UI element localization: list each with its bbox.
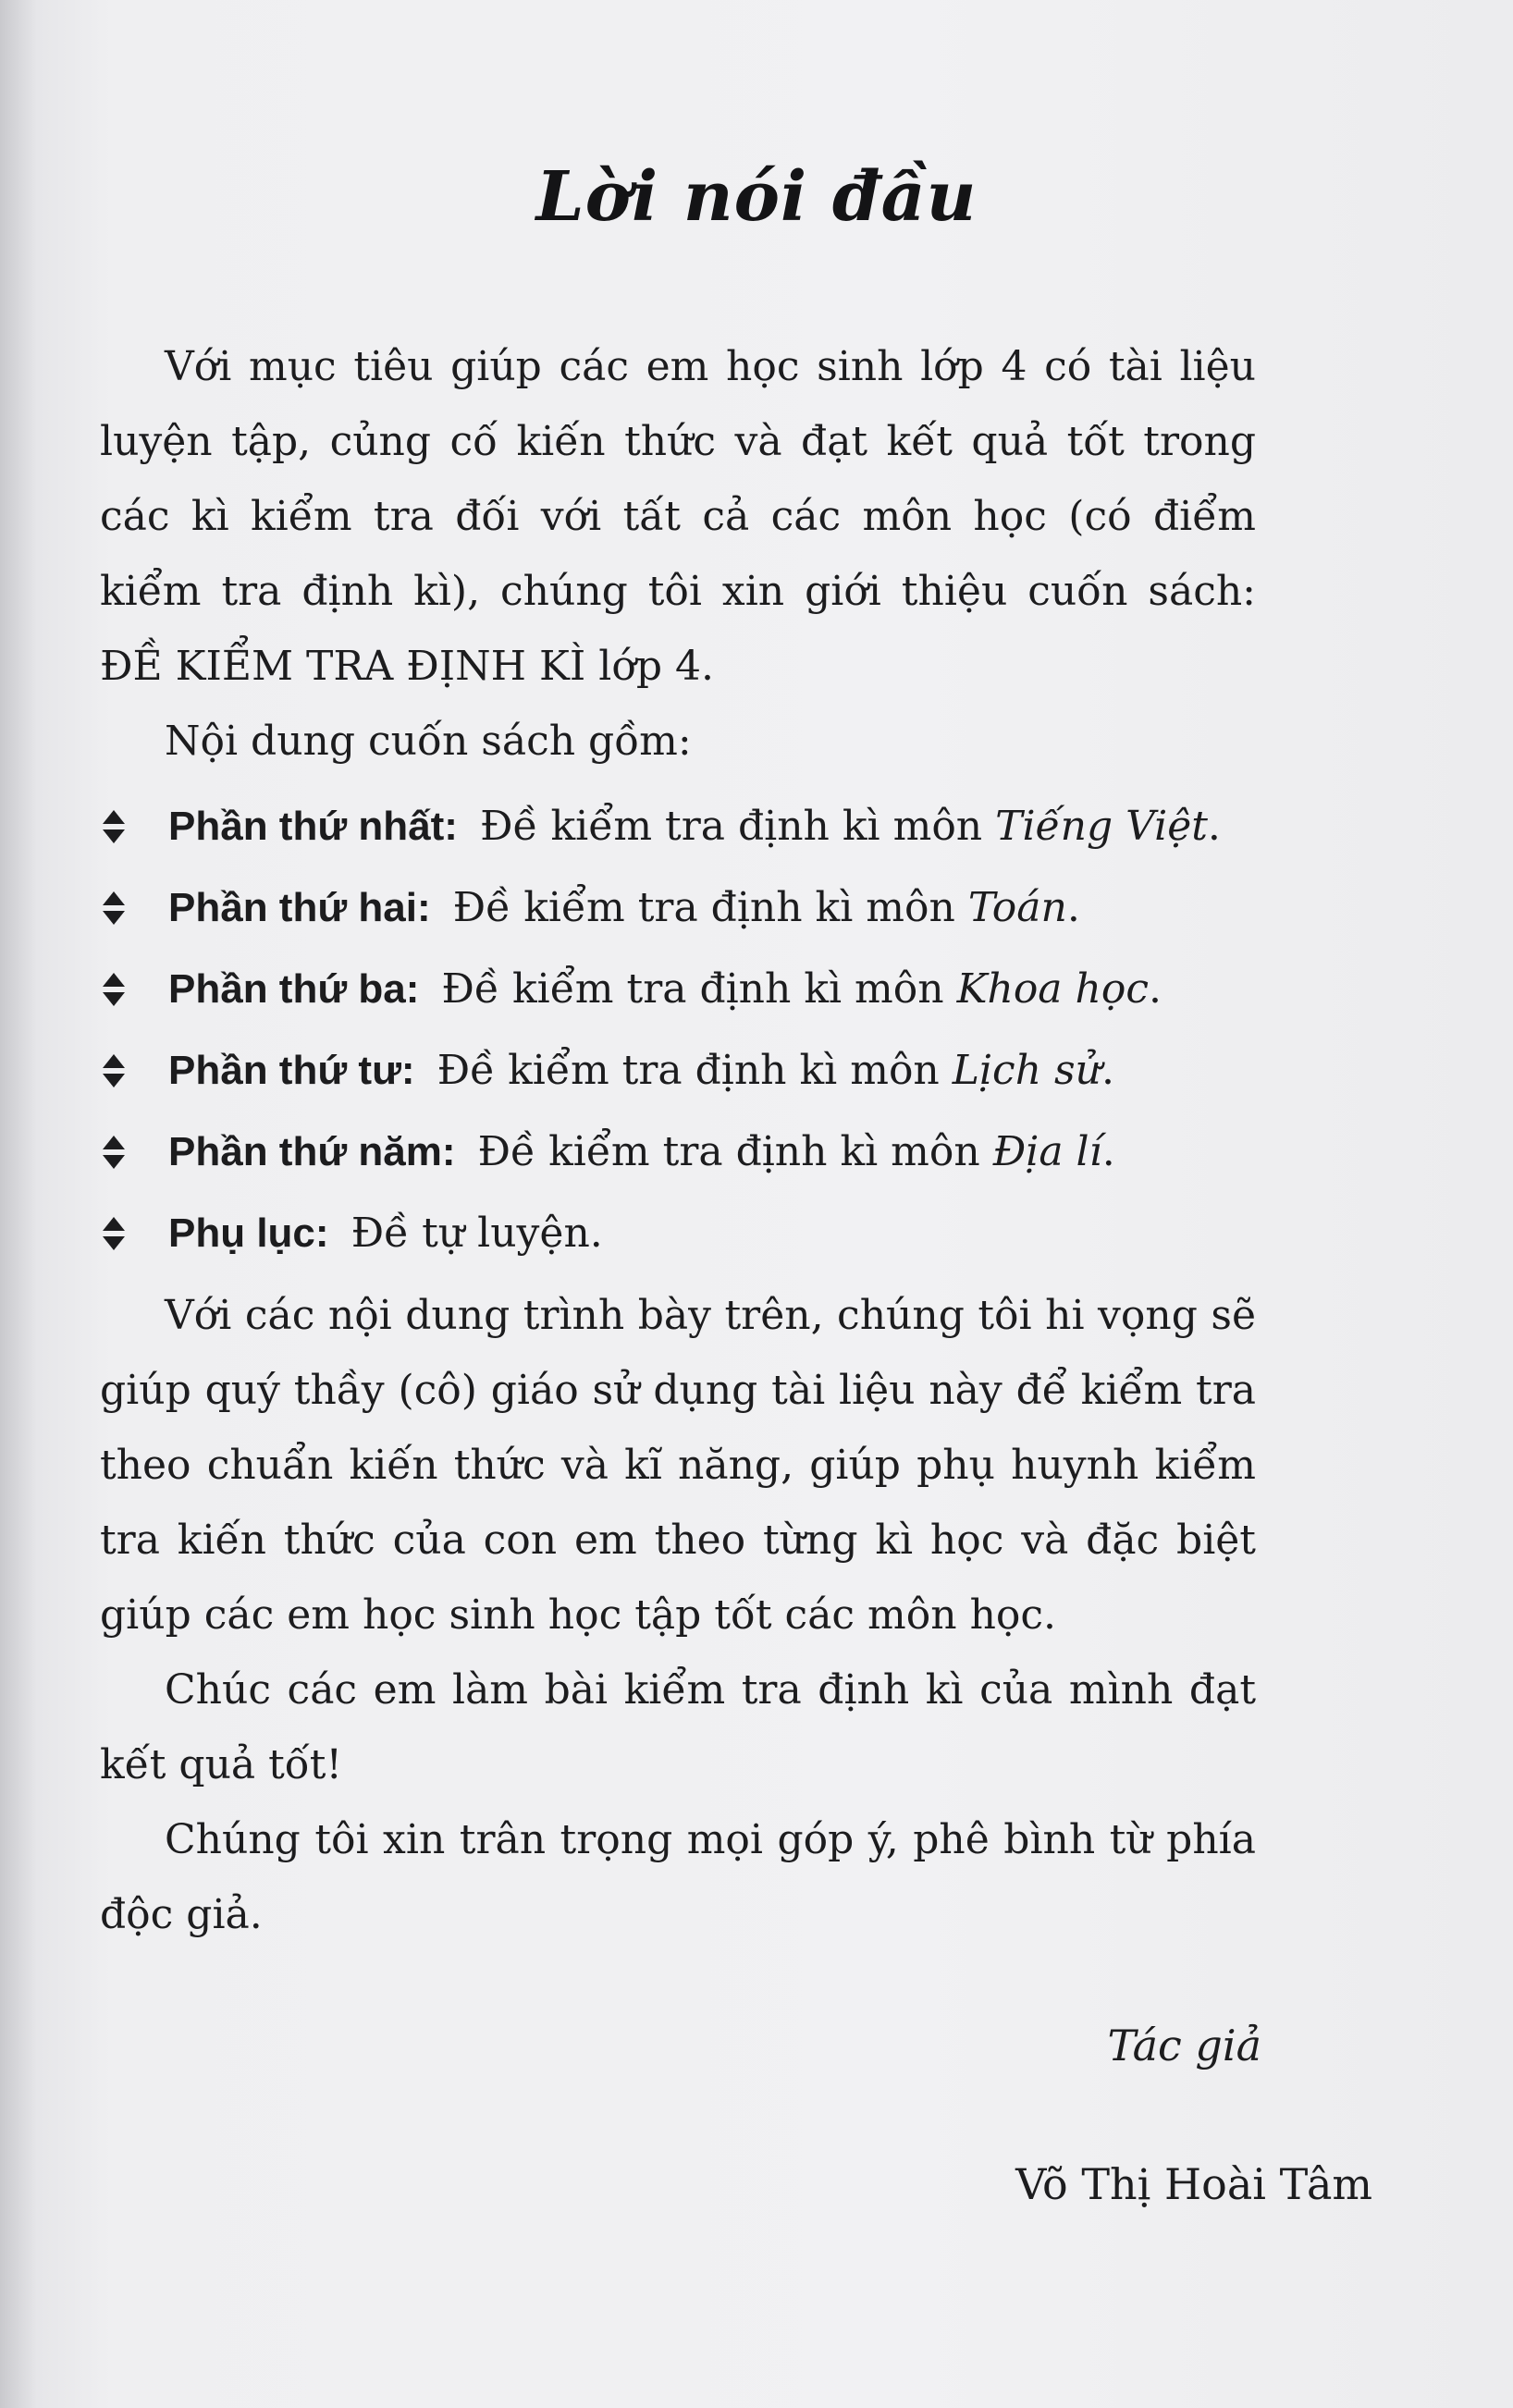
contents-list (100, 786, 1256, 1274)
section-label: Phần thứ ba: (168, 966, 420, 1012)
section-end: . (1101, 1047, 1114, 1094)
section-text: Đề tự luyện. (351, 1210, 603, 1257)
thanks-paragraph: Chúng tôi xin trân trọng mọi góp ý, phê bình từ phía độc giả. (100, 1816, 1256, 1938)
section-subject: Khoa học (956, 965, 1149, 1013)
section-end: . (1149, 965, 1162, 1013)
list-item (100, 1193, 1256, 1274)
section-subject: Tiếng Việt (995, 803, 1208, 850)
signature-role: Tác giả (1107, 2021, 1261, 2070)
section-text: Đề kiểm tra định kì môn (441, 965, 957, 1013)
list-item (100, 949, 1256, 1030)
diamond-arrow-bullet-icon (100, 890, 168, 927)
section-subject: Lịch sử (952, 1047, 1101, 1094)
section-subject: Toán (967, 884, 1067, 931)
section-label: Phần thứ năm: (168, 1129, 456, 1174)
contents-intro: Nội dung cuốn sách gồm: (165, 718, 692, 765)
list-item (100, 786, 1256, 867)
intro-paragraph: Với mục tiêu giúp các em học sinh lớp 4 có tài liệu luyện tập, củng cố kiến thức và đạt kết quả tốt trong các kì kiểm tra đối với tất cả các môn học (có điểm kiểm tra định kì), chúng tôi xin giới thiệu cuốn sách: ĐỀ KIỂM TRA ĐỊNH KÌ lớp 4. (100, 343, 1256, 690)
list-item (100, 867, 1256, 949)
preface-body (100, 329, 1256, 1952)
diamond-arrow-bullet-icon (100, 1215, 168, 1252)
wish-paragraph: Chúc các em làm bài kiểm tra định kì của mình đạt kết quả tốt! (100, 1666, 1256, 1788)
diamond-arrow-bullet-icon (100, 1052, 168, 1089)
section-text: Đề kiểm tra định kì môn (479, 803, 996, 850)
hope-paragraph: Với các nội dung trình bày trên, chúng tôi hi vọng sẽ giúp quý thầy (cô) giáo sử dụng tài liệu này để kiểm tra theo chuẩn kiến thức và kĩ năng, giúp phụ huynh kiểm tra kiến thức của con em theo từng kì học và đặc biệt giúp các em học sinh học tập tốt các môn học. (100, 1292, 1256, 1639)
section-text: Đề kiểm tra định kì môn (437, 1047, 953, 1094)
section-label: Phần thứ nhất: (168, 804, 458, 849)
author-name: Võ Thị Hoài Tâm (1015, 2159, 1372, 2209)
list-item (100, 1030, 1256, 1112)
section-text: Đề kiểm tra định kì môn (477, 1128, 993, 1175)
section-end: . (1066, 884, 1080, 931)
diamond-arrow-bullet-icon (100, 808, 168, 845)
section-subject: Địa lí (992, 1128, 1102, 1175)
section-label: Phần thứ hai: (168, 885, 431, 930)
section-text: Đề kiểm tra định kì môn (452, 884, 968, 931)
diamond-arrow-bullet-icon (100, 971, 168, 1008)
page-title: Lời nói đầu (535, 157, 978, 237)
section-label: Phụ lục: (168, 1210, 329, 1256)
section-label: Phần thứ tư: (168, 1048, 415, 1093)
list-item (100, 1112, 1256, 1193)
section-end: . (1101, 1128, 1115, 1175)
diamond-arrow-bullet-icon (100, 1134, 168, 1171)
section-end: . (1207, 803, 1221, 850)
